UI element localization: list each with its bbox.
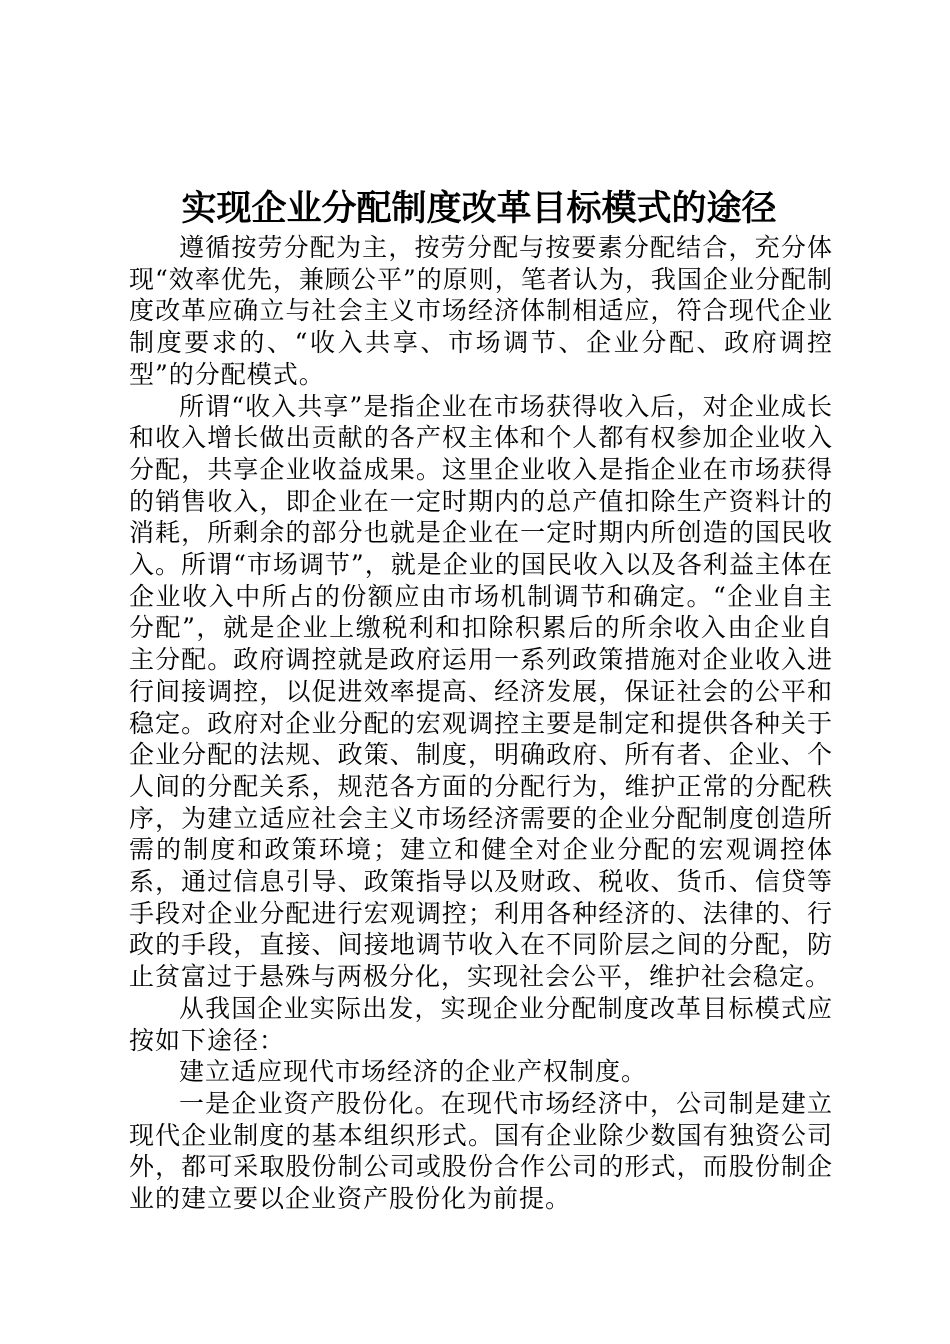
paragraph: 遵循按劳分配为主，按劳分配与按要素分配结合，充分体现“效率优先，兼顾公平”的原则，笔者认为，我国企业分配制度改革应确立与社会主义市场经济体制相适应，符合现代企业制度要求的、“收入共享、市场调节、企业分配、政府调控型”的分配模式。 [129, 233, 833, 389]
paragraph: 所谓“收入共享”是指企业在市场获得收入后，对企业成长和收入增长做出贡献的各产权主体和个人都有权参加企业收入分配，共享企业收益成果。这里企业收入是指企业在市场获得的销售收入，即企业在一定时期内的总产值扣除生产资料计的消耗，所剩余的部分也就是企业在一定时期内所创造的国民收入。所谓“市场调节”，就是企业的国民收入以及各利益主体在企业收入中所占的份额应由市场机制调节和确定。“企业自主分配”，就是企业上缴税利和扣除积累后的所余收入由企业自主分配。政府调控就是政府运用一系列政策措施对企业收入进行间接调控，以促进效率提高、经济发展，保证社会的公平和稳定。政府对企业分配的宏观调控主要是制定和提供各种关于企业分配的法规、政策、制度，明确政府、所有者、企业、个人间的分配关系，规范各方面的分配行为，维护正常的分配秩序，为建立适应社会主义市场经济需要的企业分配制度创造所需的制度和政策环境；建立和健全对企业分配的宏观调控体系，通过信息引导、政策指导以及财政、税收、货币、信贷等手段对企业分配进行宏观调控；利用各种经济的、法律的、行政的手段，直接、间接地调节收入在不同阶层之间的分配，防止贫富过于悬殊与两极分化，实现社会公平，维护社会稳定。 [129, 391, 833, 992]
paragraph: 从我国企业实际出发，实现企业分配制度改革目标模式应按如下途径： [129, 993, 833, 1055]
paragraph: 建立适应现代市场经济的企业产权制度。 [179, 1057, 648, 1087]
document-body [129, 232, 833, 1215]
paragraph: 一是企业资产股份化。在现代市场经济中，公司制是建立现代企业制度的基本组织形式。国有企业除少数国有独资公司外，都可采取股份制公司或股份合作公司的形式，而股份制企业的建立要以企业资产股份化为前提。 [129, 1088, 833, 1214]
document-title: 实现企业分配制度改革目标模式的途径 [181, 188, 777, 229]
